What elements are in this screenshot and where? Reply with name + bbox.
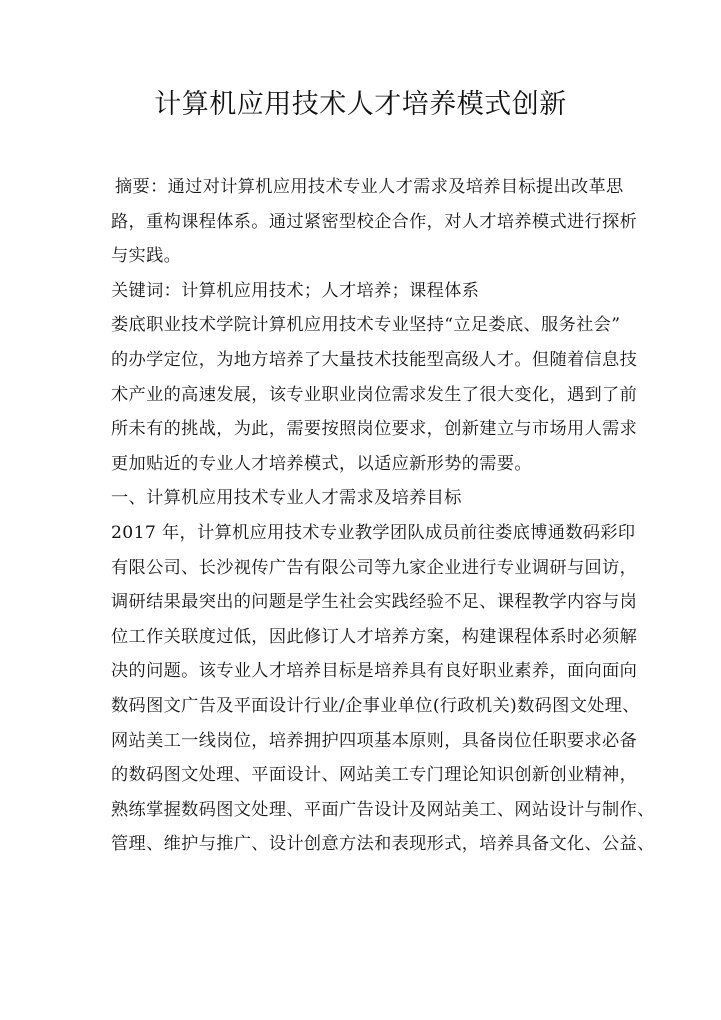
intro-line-5: 更加贴近的专业人才培养模式，以适应新形势的需要。 xyxy=(111,453,532,474)
section1-line-6: 数码图文广告及平面设计行业/企事业单位(行政机关)数码图文处理、 xyxy=(111,695,640,716)
keywords-line: 关键词：计算机应用技术；人才培养；课程体系 xyxy=(111,280,480,301)
intro-line-3: 术产业的高速发展，该专业职业岗位需求发生了很大变化，遇到了前 xyxy=(111,384,638,405)
section1-line-5: 决的问题。该专业人才培养目标是培养具有良好职业素养，面向面向 xyxy=(111,661,638,682)
section1-line-8: 的数码图文处理、平面设计、网站美工专门理论知识创新创业精神， xyxy=(111,765,638,786)
intro-line-1: 娄底职业技术学院计算机应用技术专业坚持“立足娄底、服务社会” xyxy=(111,315,621,336)
abstract-line-3: 与实践。 xyxy=(111,246,182,267)
section1-line-7: 网站美工一线岗位，培养拥护四项基本原则，具备岗位任职要求必备 xyxy=(111,730,638,751)
intro-line-4: 所未有的挑战，为此，需要按照岗位要求，创新建立与市场用人需求 xyxy=(111,419,638,440)
section1-line-3: 调研结果最突出的问题是学生社会实践经验不足、课程教学内容与岗 xyxy=(111,592,638,613)
section1-line-9: 熟练掌握数码图文处理、平面广告设计及网站美工、网站设计与制作、 xyxy=(111,799,655,820)
document-body xyxy=(111,170,655,862)
document-title: 计算机应用技术人才培养模式创新 xyxy=(154,89,567,120)
section-heading-1: 一、计算机应用技术专业人才需求及培养目标 xyxy=(111,488,462,509)
abstract-line-1: 摘要：通过对计算机应用技术专业人才需求及培养目标提出改革思 xyxy=(115,177,624,197)
section1-line-10: 管理、维护与推广、设计创意方法和表现形式，培养具备文化、公益、 xyxy=(111,834,655,855)
section1-line-1: 2017 年，计算机应用技术专业教学团队成员前往娄底博通数码彩印 xyxy=(111,522,636,543)
intro-line-2: 的办学定位，为地方培养了大量技术技能型高级人才。但随着信息技 xyxy=(111,349,638,370)
section1-line-2: 有限公司、长沙视传广告有限公司等九家企业进行专业调研与回访， xyxy=(111,557,638,578)
section1-line-4: 位工作关联度过低，因此修订人才培养方案，构建课程体系时必须解 xyxy=(111,626,638,647)
abstract-line-2: 路，重构课程体系。通过紧密型校企合作，对人才培养模式进行探析 xyxy=(111,211,638,232)
